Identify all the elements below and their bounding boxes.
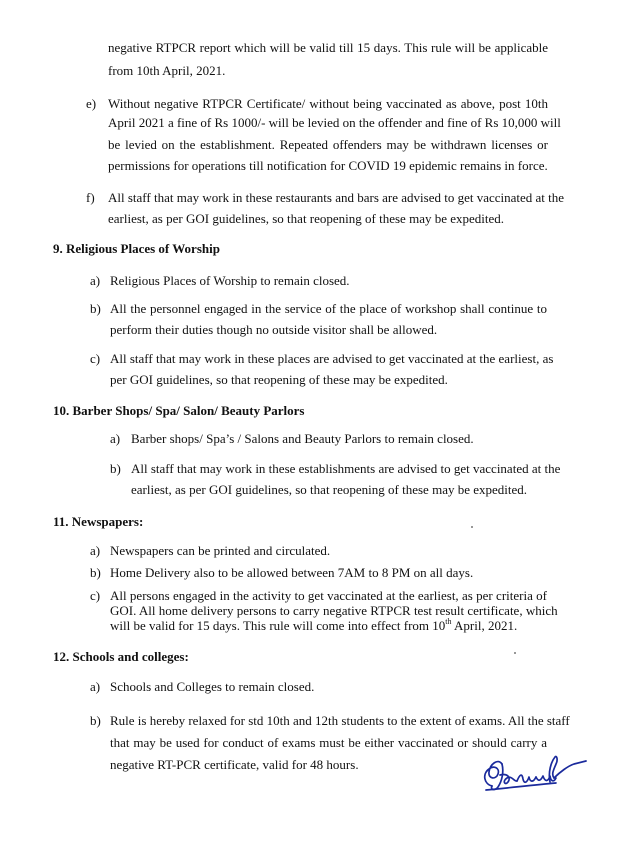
s10-a-marker: a): [110, 431, 121, 446]
s11-c-line-3-sup: th: [445, 617, 452, 626]
section-9-heading: 9. Religious Places of Worship: [53, 241, 220, 256]
s9-c-marker: c): [90, 351, 101, 366]
s11-c-line-3-post: April, 2021.: [451, 618, 518, 633]
s12-b-marker: b): [90, 713, 101, 728]
s11-b-marker: b): [90, 565, 101, 580]
speck-mark: [471, 526, 473, 528]
s11-c-line-3: [110, 619, 517, 632]
item-e-line-4: permissions for operations till notification for COVID 19 epidemic remains in force.: [108, 158, 548, 173]
s9-b-marker: b): [90, 301, 101, 316]
s12-b-line-3: negative RT-PCR certificate, valid for 48 hours.: [110, 757, 359, 772]
s12-b-line-2: that may be used for conduct of exams must be either vaccinated or should carry a: [110, 735, 547, 750]
s11-c-line-2: GOI. All home delivery persons to carry negative RTPCR test result certificate, which: [110, 603, 558, 618]
s9-b-line-2: perform their duties though no outside visitor shall be allowed.: [110, 322, 438, 337]
s11-c-line-3-pre: will be valid for 15 days. This rule will come into effect from 10: [110, 618, 446, 633]
s10-b-line-2: earliest, as per GOI guidelines, so that reopening of these may be expedited.: [131, 482, 528, 497]
item-f-marker: f): [86, 190, 95, 205]
s9-c-line-2: per GOI guidelines, so that reopening of these may be expedited.: [110, 372, 448, 387]
s10-b-marker: b): [110, 461, 121, 476]
item-e-line-2: April 2021 a fine of Rs 1000/- will be levied on the offender and fine of Rs 10,000 will: [108, 115, 561, 130]
item-f-line-2: earliest, as per GOI guidelines, so that reopening of these may be expedited.: [108, 211, 505, 226]
s9-c-line-1: All staff that may work in these places are advised to get vaccinated at the earliest, as: [110, 351, 554, 366]
s12-a-marker: a): [90, 679, 101, 694]
s11-b-line-1: Home Delivery also to be allowed between 7AM to 8 PM on all days.: [110, 565, 474, 580]
s9-a-marker: a): [90, 273, 101, 288]
item-f-line-1: All staff that may work in these restaurants and bars are advised to get vaccinated at the: [108, 190, 565, 205]
continuation-line-2: from 10th April, 2021.: [108, 63, 226, 78]
s11-a-line-1: Newspapers can be printed and circulated.: [110, 543, 331, 558]
handwritten-signature: [478, 748, 590, 794]
section-11-heading: 11. Newspapers:: [53, 514, 144, 529]
s12-a-line-1: Schools and Colleges to remain closed.: [110, 679, 315, 694]
s11-c-line-1: All persons engaged in the activity to get vaccinated at the earliest, as per criteria of: [110, 588, 547, 603]
s10-b-line-1: All staff that may work in these establishments are advised to get vaccinated at the: [131, 461, 561, 476]
s11-a-marker: a): [90, 543, 101, 558]
speck-mark-2: [514, 652, 516, 654]
s12-b-line-1: Rule is hereby relaxed for std 10th and 12th students to the extent of exams. All the staff: [110, 713, 570, 728]
section-10-heading: 10. Barber Shops/ Spa/ Salon/ Beauty Parlors: [53, 403, 305, 418]
item-e-marker: e): [86, 96, 97, 111]
s10-a-line-1: Barber shops/ Spa’s / Salons and Beauty Parlors to remain closed.: [131, 431, 474, 446]
item-e-line-1: Without negative RTPCR Certificate/ without being vaccinated as above, post 10th: [108, 96, 548, 111]
s11-c-marker: c): [90, 588, 101, 603]
section-12-heading: 12. Schools and colleges:: [53, 649, 189, 664]
s9-b-line-1: All the personnel engaged in the service of the place of workshop shall continue to: [110, 301, 547, 316]
s9-a-line-1: Religious Places of Worship to remain closed.: [110, 273, 350, 288]
item-e-line-3: be levied on the establishment. Repeated offenders may be withdrawn licenses or: [108, 137, 548, 152]
continuation-line-1: negative RTPCR report which will be valid till 15 days. This rule will be applicable: [108, 40, 548, 55]
